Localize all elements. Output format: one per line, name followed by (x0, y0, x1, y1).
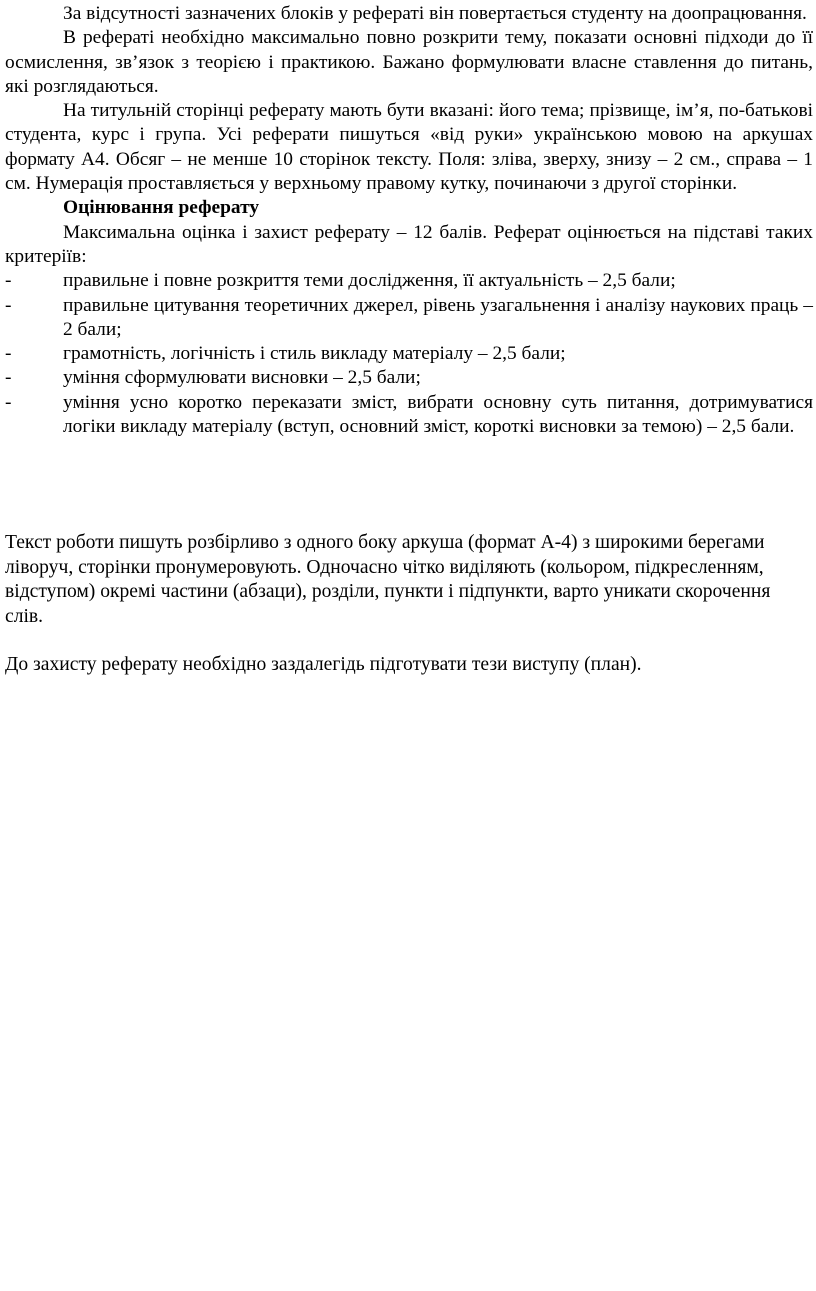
list-item (5, 294, 813, 343)
criterion-text: правильне і повне розкриття теми дослідження, її актуальність – 2,5 бали; (63, 270, 676, 292)
list-item (5, 366, 813, 390)
paragraph-title-page: На титульній сторінці реферату мають бути вказані: його тема; прізвище, ім’я, по-батькові студента, курс і група. Усі реферати пишуться «від руки» українською мовою на аркушах формату А4. Обсяг – не менше 10 сторінок тексту. Поля: зліва, зверху, знизу – 2 см., справа – 1 см. Нумерація проставляється у верхньому правому кутку, починаючи з другої сторінки. (5, 100, 813, 195)
paragraph-revision: За відсутності зазначених блоків у рефераті він повертається студенту на доопрацювання. (63, 3, 807, 24)
paragraph-writing-rules: Текст роботи пишуть розбірливо з одного боку аркуша (формат А-4) з широкими берегами ліворуч, сторінки пронумеровують. Одночасно чітко виділяють (кольором, підкресленням, відступом) окремі частини (абзаци), розділи, пункти і підпункти, варто уникати скорочення слів. (5, 532, 771, 627)
criterion-text: уміння сформулювати висновки – 2,5 бали; (63, 367, 421, 389)
list-item (5, 269, 813, 293)
dash-marker: - (5, 270, 12, 292)
dash-marker: - (5, 343, 12, 365)
list-item (5, 391, 813, 440)
dash-marker: - (5, 294, 12, 316)
dash-marker: - (5, 391, 12, 413)
criteria-list (5, 269, 813, 439)
criterion-text: грамотність, логічність і стиль викладу матеріалу – 2,5 бали; (63, 343, 566, 365)
criterion-text: правильне цитування теоретичних джерел, рівень узагальнення і аналізу наукових праць – 2 бали; (63, 294, 813, 340)
paragraph-defense-prep: До захисту реферату необхідно заздалегідь підготувати тези виступу (план). (5, 654, 642, 675)
dash-marker: - (5, 367, 12, 389)
list-item (5, 342, 813, 366)
section-heading-evaluation: Оцінювання реферату (63, 197, 260, 219)
paragraph-max-score: Максимальна оцінка і захист реферату – 12 балів. Реферат оцінюється на підставі таких критеріїв: (5, 221, 813, 267)
criterion-text: уміння усно коротко переказати зміст, вибрати основну суть питання, дотримуватися логіки викладу матеріалу (вступ, основний зміст, короткі висновки за темою) – 2,5 бали. (63, 391, 813, 438)
paragraph-content-requirements: В рефераті необхідно максимально повно розкрити тему, показати основні підходи до її осмислення, зв’язок з теорією і практикою. Бажано формулювати власне ставлення до питань, які розглядаються. (5, 27, 813, 97)
main-text-block (5, 2, 813, 439)
